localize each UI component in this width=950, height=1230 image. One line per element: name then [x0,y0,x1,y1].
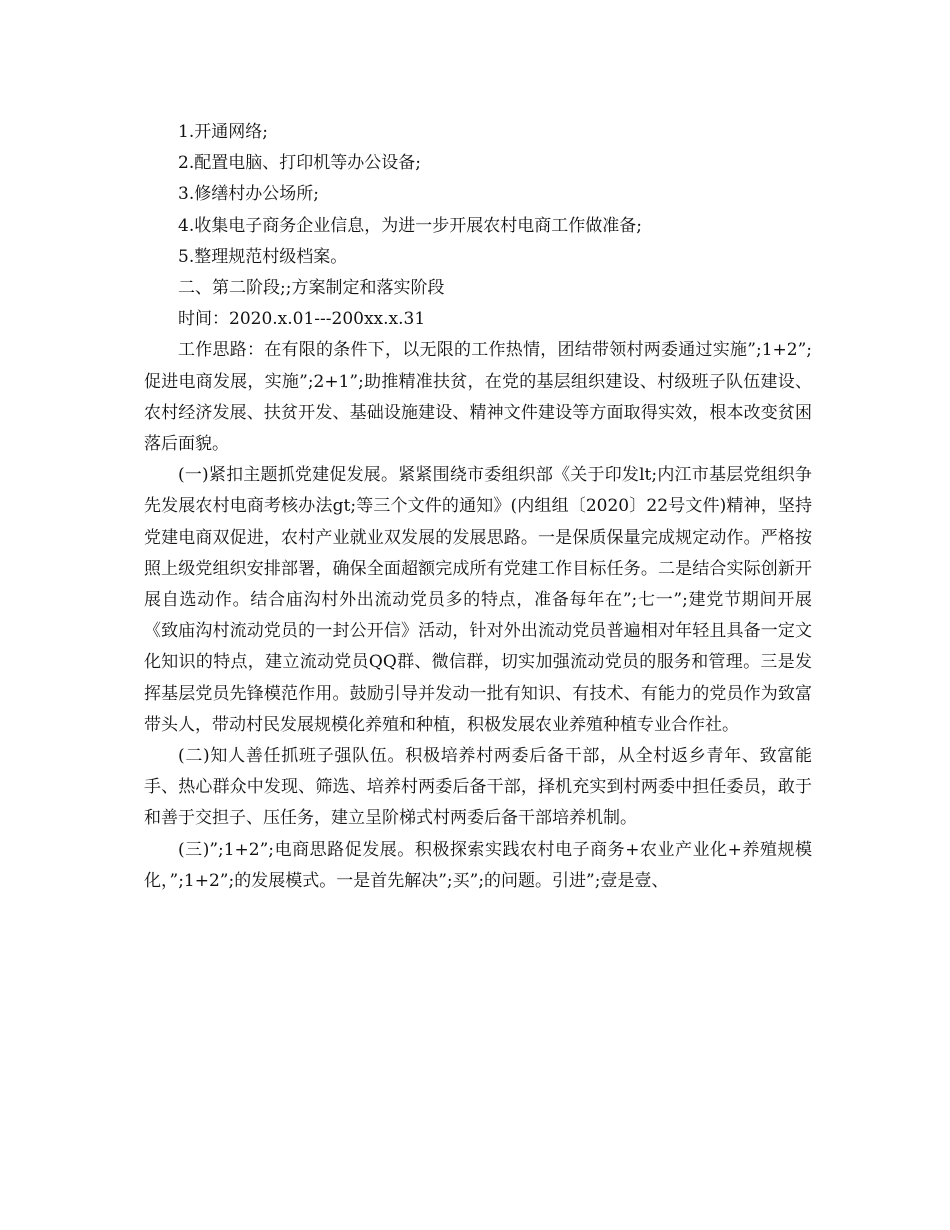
list-item-1: 1.开通网络; [178,122,268,142]
section-heading-stage-two: 二、第二阶段;;方案制定和落实阶段 [178,278,445,299]
paragraph-work-approach: 工作思路：在有限的条件下，以无限的工作热情，团结带领村两委通过实施”;1+2”;促进电商发展，实施”;2+1”;助推精准扶贫，在党的基层组织建设、村级班子队伍建设、农村经济发展、扶贫开发、基础设施建设、精神文件建设等方面取得实效，根本改变贫困落后面貌。 [144,340,812,455]
list-item-4: 4.收集电子商务企业信息，为进一步开展农村电商工作做准备; [178,215,642,236]
paragraph-ecommerce: (三)”;1+2”;电商思路促发展。积极探索实践农村电子商务+农业产业化+养殖规模化，”;1+2”;的发展模式。一是首先解决”;买”;的问题。引进”;壹是壹、 [144,839,812,891]
document-body [144,117,812,897]
list-item-5: 5.整理规范村级档案。 [178,246,348,267]
time-line: 时间：2020.x.01---200xx.x.31 [178,309,426,330]
paragraph-team-building: (二)知人善任抓班子强队伍。积极培养村两委后备干部，从全村返乡青年、致富能手、热心群众中发现、筛选、培养村两委后备干部，择机充实到村两委中担任委员，敢于和善于交担子、压任务，建立呈阶梯式村两委后备干部培养机制。 [144,746,812,829]
list-item-3: 3.修缮村办公场所; [178,184,319,205]
list-item-2: 2.配置电脑、打印机等办公设备; [178,153,421,174]
paragraph-party-building: (一)紧扣主题抓党建促发展。紧紧围绕市委组织部《关于印发lt;内江市基层党组织争先发展农村电商考核办法gt;等三个文件的通知》(内组组〔2020〕22号文件)精神，坚持党建电商双促进，农村产业就业双发展的发展思路。一是保质保量完成规定动作。严格按照上级党组织安排部署，确保全面超额完成所有党建工作目标任务。二是结合实际创新开展自选动作。结合庙沟村外出流动党员多的特点，准备每年在”;七一”;建党节期间开展《致庙沟村流动党员的一封公开信》活动，针对外出流动党员普遍相对年轻且具备一定文化知识的特点，建立流动党员QQ群、微信群，切实加强流动党员的服务和管理。三是发挥基层党员先锋模范作用。鼓励引导并发动一批有知识、有技术、有能力的党员作为致富带头人，带动村民发展规模化养殖和种植，积极发展农业养殖种植专业合作社。 [144,465,812,735]
